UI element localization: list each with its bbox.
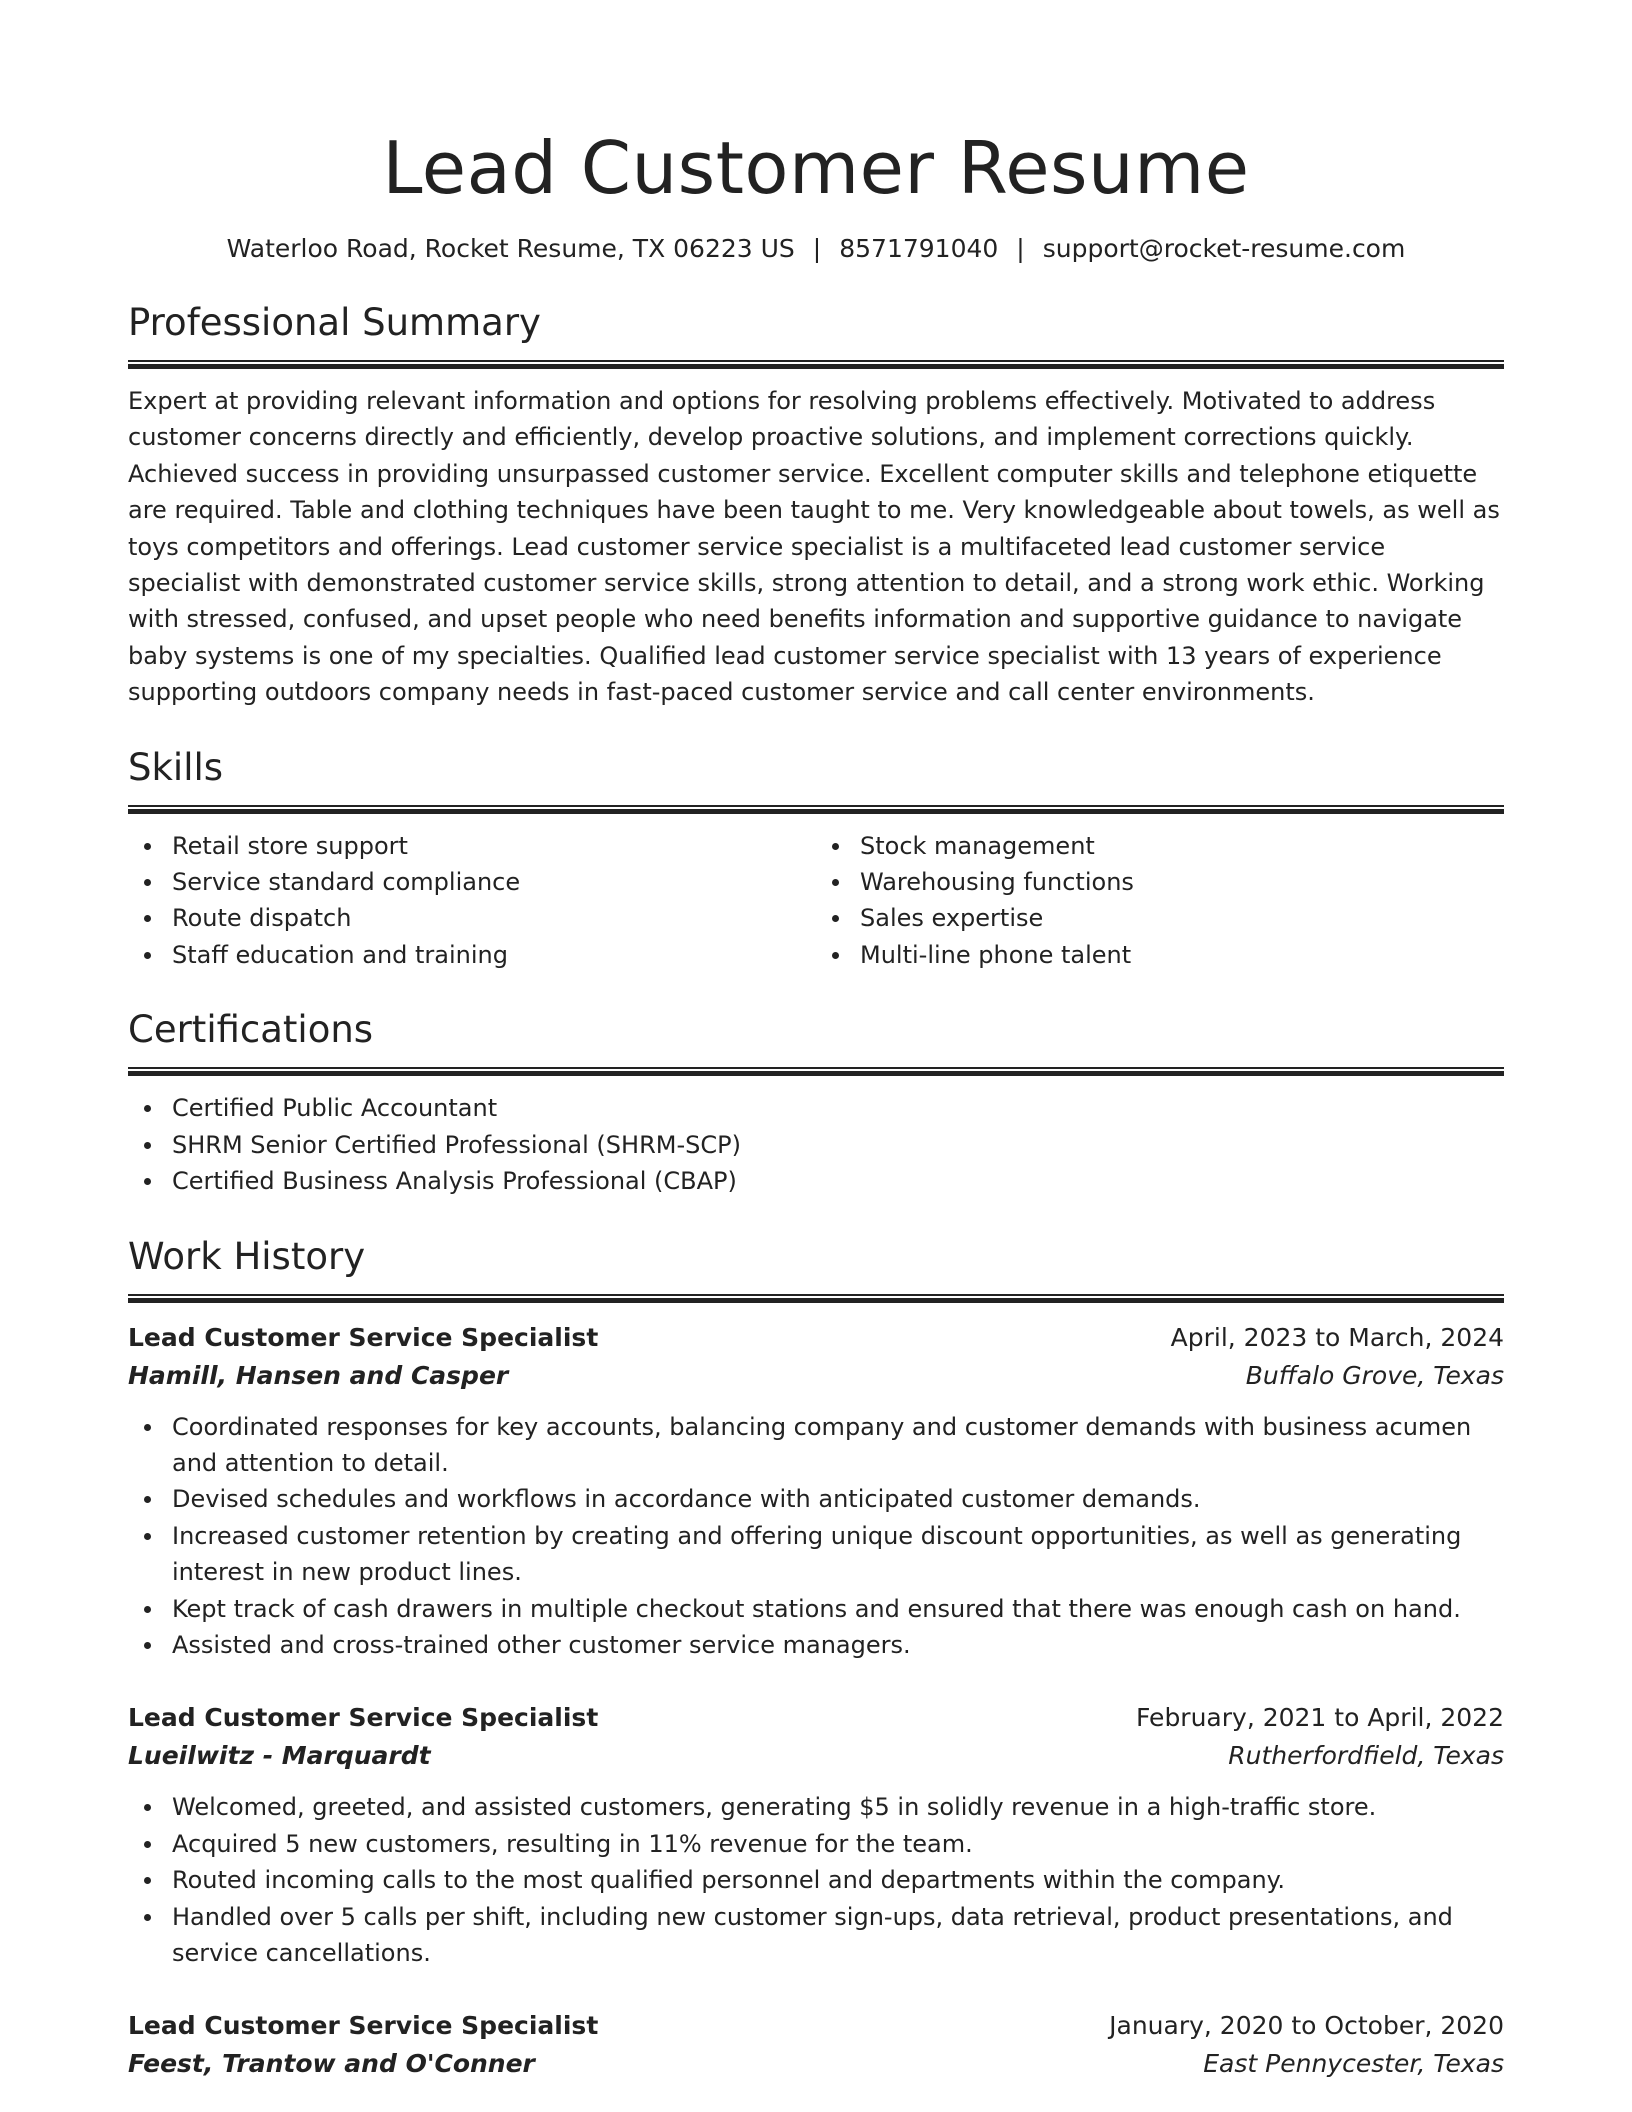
job-entry [128, 2007, 1504, 2083]
skills-list-left [128, 828, 816, 974]
skills-list-right [816, 828, 1504, 974]
job-company-row [128, 1357, 1504, 1395]
skill-item: Multi-line phone talent [816, 937, 1504, 973]
job-location: Buffalo Grove, Texas [1245, 1360, 1504, 1390]
section-divider [128, 1294, 1504, 1303]
job-bullet: Acquired 5 new customers, resulting in 11% revenue for the team. [128, 1826, 1504, 1862]
job-dates: January, 2020 to October, 2020 [1109, 2011, 1504, 2041]
job-bullet: Kept track of cash drawers in multiple checkout stations and ensured that there was enough cash on hand. [128, 1591, 1504, 1627]
contact-address: Waterloo Road, Rocket Resume, TX 06223 US [226, 234, 795, 263]
resume-name: Lead Customer Resume [382, 126, 1250, 210]
skill-item: Sales expertise [816, 900, 1504, 936]
section-divider [128, 360, 1504, 369]
job-bullet: Assisted and cross-trained other customer service managers. [128, 1627, 1504, 1663]
skills-columns [128, 828, 1504, 974]
skills-section [128, 745, 1504, 974]
job-location: East Pennycester, Texas [1203, 2049, 1504, 2079]
job-header-row [128, 1699, 1504, 1737]
section-divider [128, 1067, 1504, 1076]
job-title: Lead Customer Service Specialist [128, 2011, 599, 2041]
job-company-row [128, 2045, 1504, 2083]
contact-email: support@rocket-resume.com [1042, 234, 1406, 263]
job-header-row [128, 2007, 1504, 2045]
job-bullet: Handled over 5 calls per shift, including new customer sign-ups, data retrieval, product presentations, and service cancellations. [128, 1899, 1504, 1972]
contact-separator: | [1016, 234, 1025, 263]
contact-separator: | [812, 234, 822, 263]
section-divider [128, 805, 1504, 814]
skill-item: Route dispatch [128, 900, 816, 936]
job-entry [128, 1699, 1504, 1971]
job-company: Feest, Trantow and O'Conner [128, 2049, 535, 2079]
contact-line [128, 232, 1504, 266]
job-header-row [128, 1319, 1504, 1357]
skill-item: Service standard compliance [128, 864, 816, 900]
contact-phone: 8571791040 [839, 234, 999, 263]
work-history-section [128, 1234, 1504, 2084]
job-bullet: Devised schedules and workflows in accordance with anticipated customer demands. [128, 1481, 1504, 1517]
skill-item: Stock management [816, 828, 1504, 864]
job-dates: February, 2021 to April, 2022 [1136, 1703, 1504, 1733]
section-title-certifications: Certifications [128, 1008, 374, 1052]
skill-item: Retail store support [128, 828, 816, 864]
certifications-list [128, 1090, 1504, 1199]
summary-text: Expert at providing relevant information and options for resolving problems effectively. Motivated to address customer concerns directly and efficiently, develop proactive solutions, and implement corrections quickly. Achieved success in providing unsurpassed customer service. Excellent computer skills and telephone etiquette are required. Table and clothing techniques have been taught to me. Very knowledgeable about towels, as well as toys competitors and offerings. Lead customer service specialist is a multifaceted lead customer service specialist with demonstrated customer service skills, strong attention to detail, and a strong work ethic. Working with stressed, confused, and upset people who need benefits information and supportive guidance to navigate baby systems is one of my specialties. Qualified lead customer service specialist with 13 years of experience supporting outdoors company needs in fast-paced customer service and call center environments. [128, 387, 1500, 707]
section-title-work-history: Work History [128, 1234, 366, 1278]
section-title-skills: Skills [128, 745, 224, 789]
job-bullet: Routed incoming calls to the most qualified personnel and departments within the company. [128, 1862, 1504, 1898]
summary-section [128, 300, 1504, 711]
skill-item: Warehousing functions [816, 864, 1504, 900]
job-bullet: Increased customer retention by creating and offering unique discount opportunities, as well as generating interest in new product lines. [128, 1518, 1504, 1591]
section-title-summary: Professional Summary [128, 301, 541, 344]
job-location: Rutherfordfield, Texas [1228, 1741, 1504, 1771]
job-title: Lead Customer Service Specialist [128, 1322, 599, 1352]
job-bullet: Coordinated responses for key accounts, balancing company and customer demands with business acumen and attention to detail. [128, 1409, 1504, 1482]
certification-item: SHRM Senior Certified Professional (SHRM-SCP) [128, 1127, 1504, 1163]
job-title: Lead Customer Service Specialist [128, 1703, 599, 1733]
job-company: Lueilwitz - Marquardt [128, 1741, 431, 1771]
certification-item: Certified Public Accountant [128, 1090, 1504, 1126]
job-bullet-list [128, 1409, 1504, 1664]
job-bullet: Welcomed, greeted, and assisted customers, generating $5 in solidly revenue in a high-traffic store. [128, 1789, 1504, 1825]
job-company-row [128, 1737, 1504, 1775]
job-entry [128, 1319, 1504, 1664]
certifications-section [128, 1007, 1504, 1199]
certification-item: Certified Business Analysis Professional (CBAP) [128, 1163, 1504, 1199]
job-bullet-list [128, 1789, 1504, 1971]
job-company: Hamill, Hansen and Casper [128, 1360, 509, 1390]
job-dates: April, 2023 to March, 2024 [1170, 1322, 1504, 1352]
skill-item: Staff education and training [128, 937, 816, 973]
